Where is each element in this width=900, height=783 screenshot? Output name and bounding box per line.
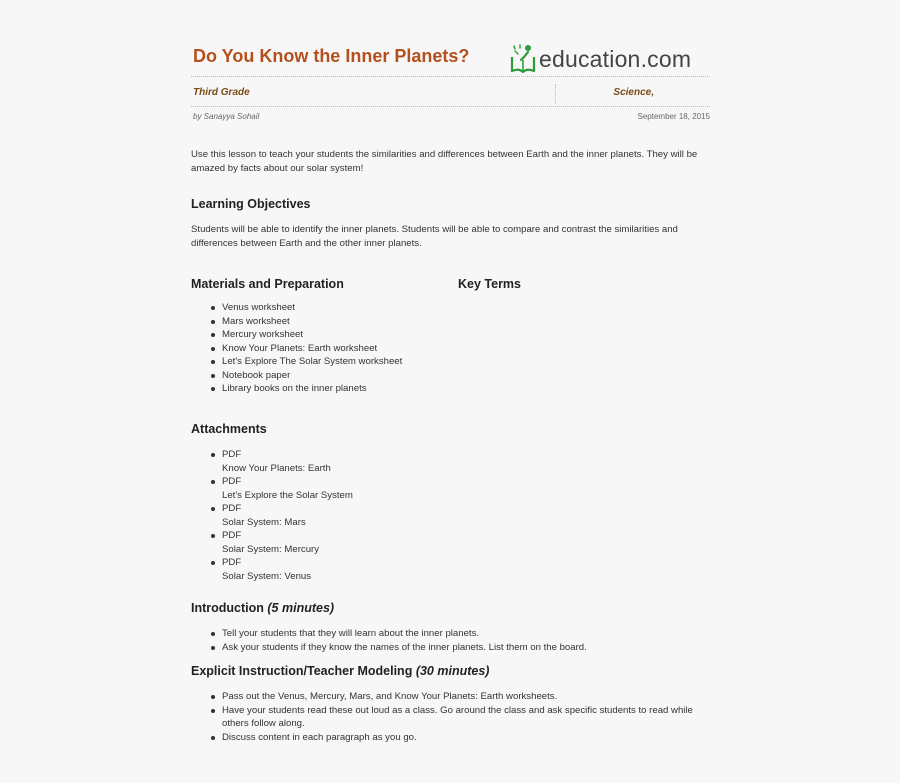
attachment-name[interactable]: Solar System: Mercury (222, 543, 320, 555)
list-item: Mars worksheet (211, 315, 402, 329)
meta-divider (555, 84, 557, 104)
logo-wordmark: education.com (539, 45, 692, 72)
intro-paragraph: Use this lesson to teach your students the similarities and differences between Earth and the inner planets. They will be amazed by facts about our solar system! (191, 149, 698, 174)
explicit-instruction-list (211, 690, 701, 744)
attachment-item[interactable] (211, 556, 353, 583)
meta-divider-bottom (191, 106, 710, 108)
materials-list (211, 301, 402, 396)
attachment-type: PDF (222, 476, 242, 487)
list-item: Mercury worksheet (211, 328, 402, 342)
learning-objectives-text: Students will be able to identify the inner planets. Students will be able to compare and contrast the similarities and differences between Earth and the other inner planets. (191, 224, 678, 249)
attachment-type: PDF (222, 449, 242, 460)
attachment-item[interactable] (211, 448, 353, 475)
introduction-heading: Introduction (5 minutes) (191, 601, 335, 615)
list-item: Notebook paper (211, 369, 402, 383)
list-item: Let's Explore The Solar System worksheet (211, 355, 402, 369)
attachment-item[interactable] (211, 529, 353, 556)
attachment-name[interactable]: Know Your Planets: Earth (222, 462, 331, 474)
list-item: Library books on the inner planets (211, 382, 402, 396)
list-item: Know Your Planets: Earth worksheet (211, 342, 402, 356)
attachment-name[interactable]: Solar System: Venus (222, 570, 312, 582)
author-byline: by Sanayya Sohail (193, 112, 260, 121)
page-title: Do You Know the Inner Planets? (193, 46, 470, 66)
attachment-item[interactable] (211, 502, 353, 529)
list-item: Venus worksheet (211, 301, 402, 315)
explicit-instruction-heading: Explicit Instruction/Teacher Modeling (30 minutes) (191, 664, 490, 678)
learning-objectives-heading: Learning Objectives (191, 197, 311, 211)
meta-row (191, 84, 710, 104)
header-divider (191, 76, 710, 78)
publish-date: September 18, 2015 (637, 112, 710, 121)
list-item: Pass out the Venus, Mercury, Mars, and Know Your Planets: Earth worksheets. (211, 690, 701, 704)
attachment-type: PDF (222, 530, 242, 541)
attachment-type: PDF (222, 503, 242, 514)
attachment-type: PDF (222, 557, 242, 568)
education-com-logo[interactable] (509, 42, 710, 76)
list-item: Tell your students that they will learn about the inner planets. (211, 627, 587, 641)
list-item: Discuss content in each paragraph as you go. (211, 731, 701, 745)
attachment-name[interactable]: Let's Explore the Solar System (222, 489, 353, 501)
list-item: Have your students read these out loud as a class. Go around the class and ask specific students to read while others follow along. (211, 704, 701, 731)
materials-heading: Materials and Preparation (191, 277, 344, 291)
list-item: Ask your students if they know the names of the inner planets. List them on the board. (211, 641, 587, 655)
subject-label[interactable]: Science, (613, 87, 654, 98)
book-reader-logo-icon (509, 43, 537, 75)
attachments-list (211, 448, 353, 583)
grade-label[interactable]: Third Grade (193, 87, 250, 98)
attachments-heading: Attachments (191, 422, 267, 436)
key-terms-heading: Key Terms (458, 277, 521, 291)
attachment-item[interactable] (211, 475, 353, 502)
introduction-list (211, 627, 587, 654)
attachment-name[interactable]: Solar System: Mars (222, 516, 306, 528)
